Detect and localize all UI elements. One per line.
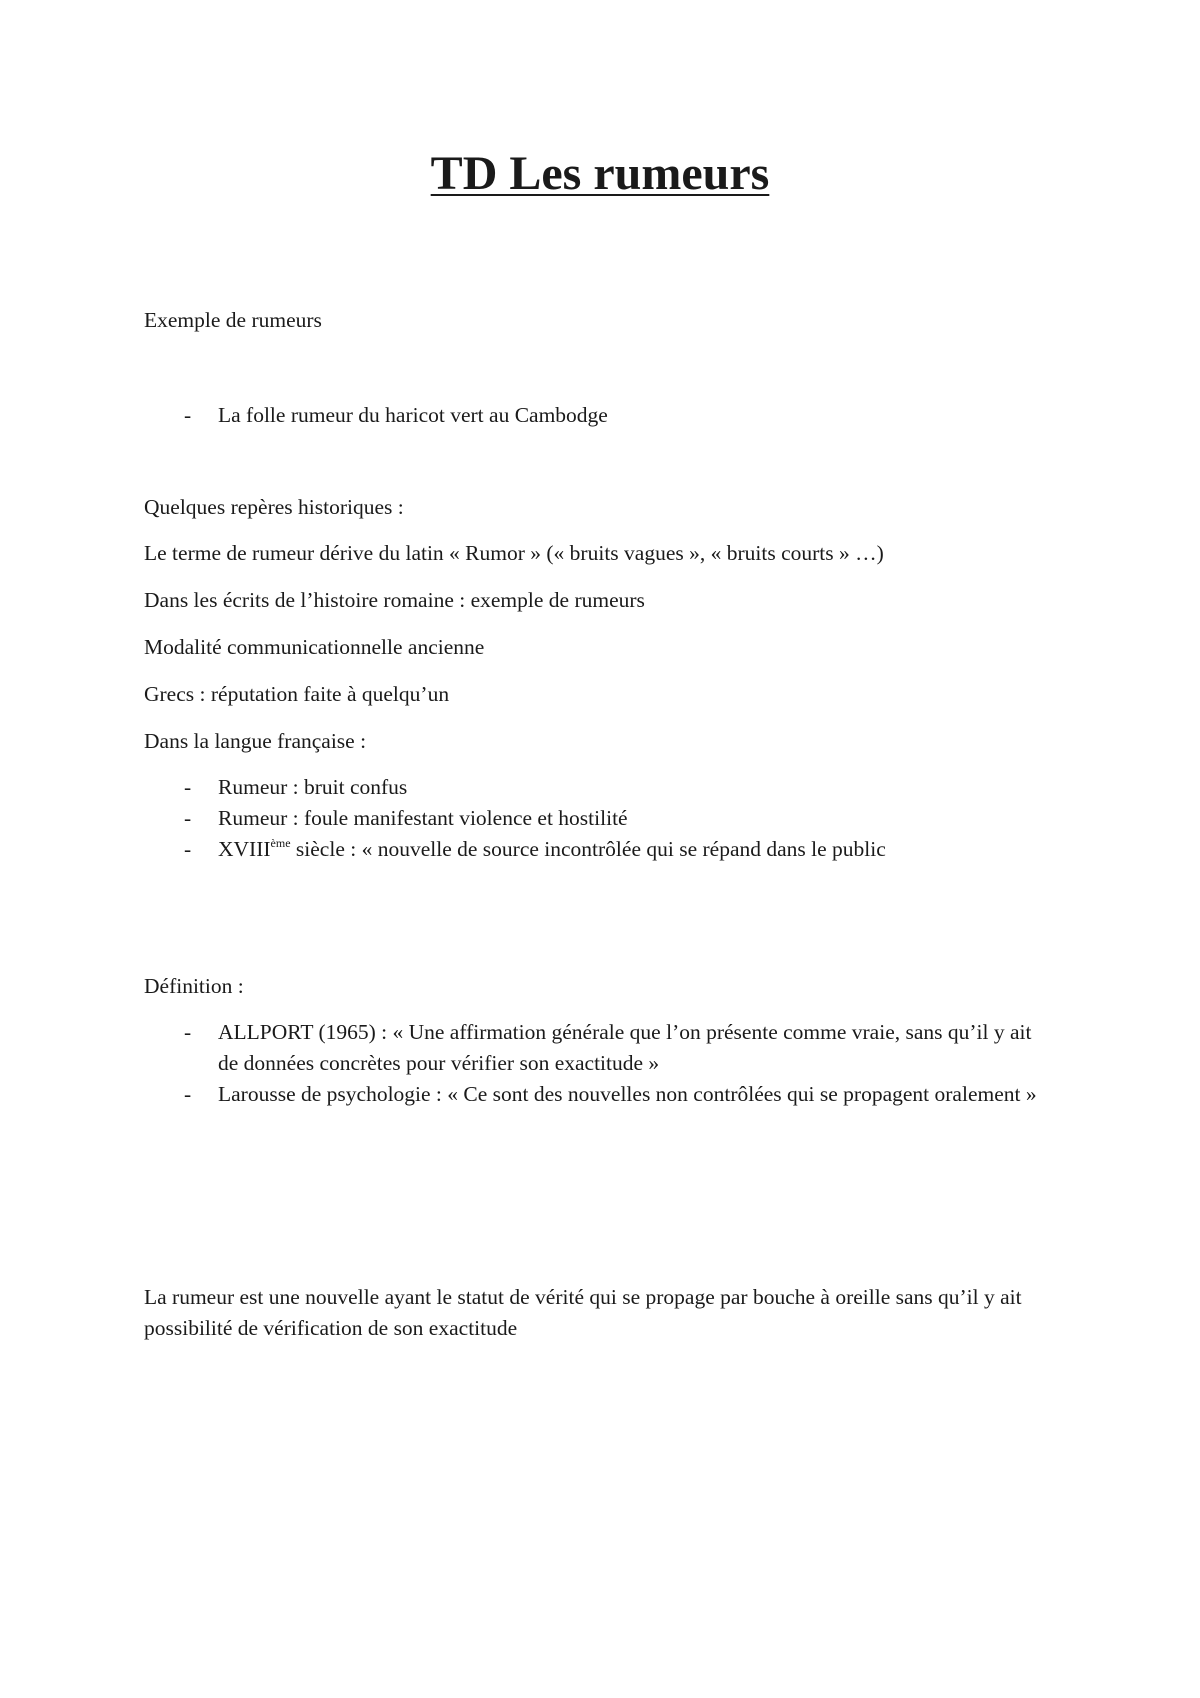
paragraph-line: Le terme de rumeur dérive du latin « Rumor » (« bruits vagues », « bruits courts » …)	[144, 541, 884, 565]
list-item-text: Rumeur : foule manifestant violence et hostilité	[218, 806, 628, 830]
paragraph-line: Dans les écrits de l’histoire romaine : exemple de rumeurs	[144, 588, 645, 612]
bullet-dash: -	[184, 837, 192, 861]
list-item-text	[218, 834, 1044, 865]
section-heading-historique: Quelques repères historiques :	[144, 495, 404, 519]
section-heading-definition: Définition :	[144, 974, 244, 998]
conclusion-text: La rumeur est une nouvelle ayant le statut de vérité qui se propage par bouche à oreille sans qu’il y ait possibilité de vérification de son exactitude	[144, 1285, 1022, 1340]
list-item-text: Rumeur : bruit confus	[218, 775, 408, 799]
century-numeral: XVIII	[218, 837, 271, 861]
list-item	[144, 1079, 1044, 1110]
list-item	[144, 834, 1044, 865]
bullet-dash: -	[184, 1020, 192, 1044]
list-item-text: ALLPORT (1965) : « Une affirmation générale que l’on présente comme vraie, sans qu’il y ait de données concrètes pour vérifier son exactitude »	[218, 1020, 1032, 1075]
century-suffix: ème	[270, 836, 291, 850]
document-title: TD Les rumeurs	[430, 147, 770, 200]
bullet-dash: -	[184, 1082, 192, 1106]
section-heading-exemples: Exemple de rumeurs	[144, 308, 322, 332]
bullet-dash: -	[184, 775, 192, 799]
paragraph-line: Dans la langue française :	[144, 729, 367, 753]
paragraph-line: Grecs : réputation faite à quelqu’un	[144, 682, 450, 706]
century-rest: siècle : « nouvelle de source incontrôlée qui se répand dans le public	[290, 837, 886, 861]
list-item-text: Larousse de psychologie : « Ce sont des nouvelles non contrôlées qui se propagent oralement »	[218, 1082, 1037, 1106]
list-item	[144, 803, 1044, 834]
list-item	[144, 1017, 1044, 1079]
paragraph-line: Modalité communicationnelle ancienne	[144, 635, 485, 659]
list-item	[144, 400, 1044, 431]
list-item	[144, 772, 1044, 803]
bullet-dash: -	[184, 403, 192, 427]
list-item-text: La folle rumeur du haricot vert au Cambodge	[218, 403, 608, 427]
bullet-dash: -	[184, 806, 192, 830]
conclusion-paragraph	[144, 1282, 1064, 1344]
